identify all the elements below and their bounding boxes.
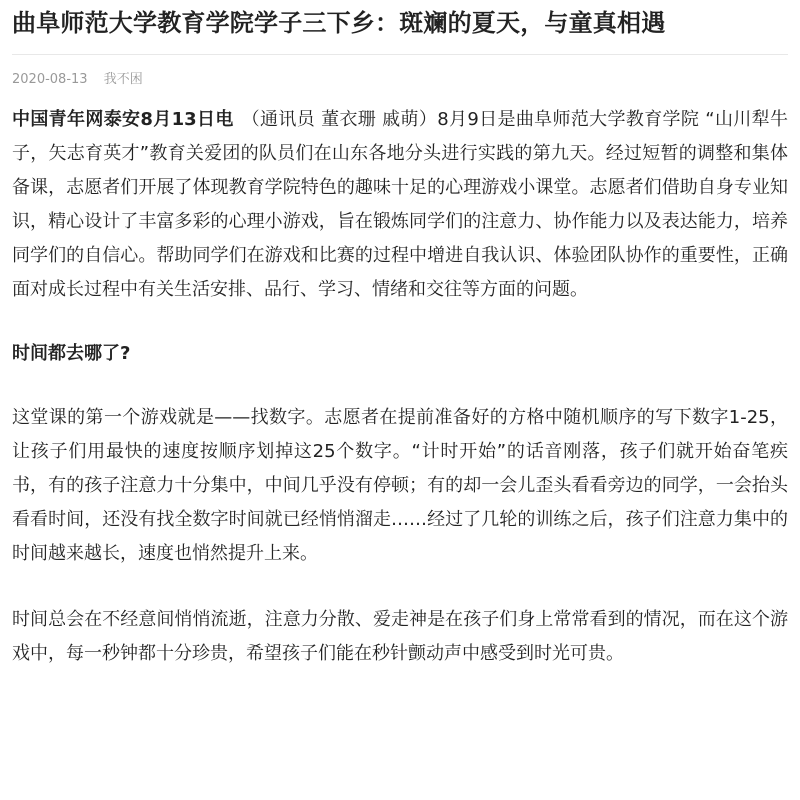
paragraph-1-text: （通讯员 董衣珊 戚萌）8月9日是曲阜师范大学教育学院 “山川犁牛子，矢志育英才”教育关爱团的队员们在山东各地分头进行实践的第九天。经过短暂的调整和集体备课，志愿者们开展了体现教育学院特色的趣味十足的心理游戏小课堂。志愿者们借助自身专业知识，精心设计了丰富多彩的心理小游戏，旨在锻炼同学们的注意力、协作能力以及表达能力，培养同学们的自信心。帮助同学们在游戏和比赛的过程中增进自我认识、体验团队协作的重要性，正确面对成长过程中有关生活安排、品行、学习、情绪和交往等方面的问题。 <box>12 109 788 300</box>
article-paragraph-1 <box>12 103 788 307</box>
article-paragraph-3: 时间总会在不经意间悄悄流逝，注意力分散、爱走神是在孩子们身上常常看到的情况，而在这个游戏中，每一秒钟都十分珍贵，希望孩子们能在秒针颤动声中感受到时光可贵。 <box>12 609 788 664</box>
publish-date: 2020-08-13 <box>12 72 88 87</box>
article-paragraph-2: 这堂课的第一个游戏就是——找数字。志愿者在提前准备好的方格中随机顺序的写下数字1-25，让孩子们用最快的速度按顺序划掉这25个数字。“计时开始”的话音刚落，孩子们就开始奋笔疾书，有的孩子注意力十分集中，中间几乎没有停顿；有的却一会儿歪头看看旁边的同学，一会抬头看看时间，还没有找全数字时间就已经悄悄溜走……经过了几轮的训练之后，孩子们注意力集中的时间越来越长，速度也悄然提升上来。 <box>12 407 788 564</box>
section-heading: 时间都去哪了? <box>12 343 131 364</box>
article-title: 曲阜师范大学教育学院学子三下乡：斑斓的夏天，与童真相遇 <box>12 9 666 37</box>
article-meta <box>12 71 788 89</box>
title-divider <box>12 54 788 55</box>
news-lead: 中国青年网泰安8月13日电 <box>12 109 234 130</box>
author-name[interactable]: 我不困 <box>103 72 143 87</box>
